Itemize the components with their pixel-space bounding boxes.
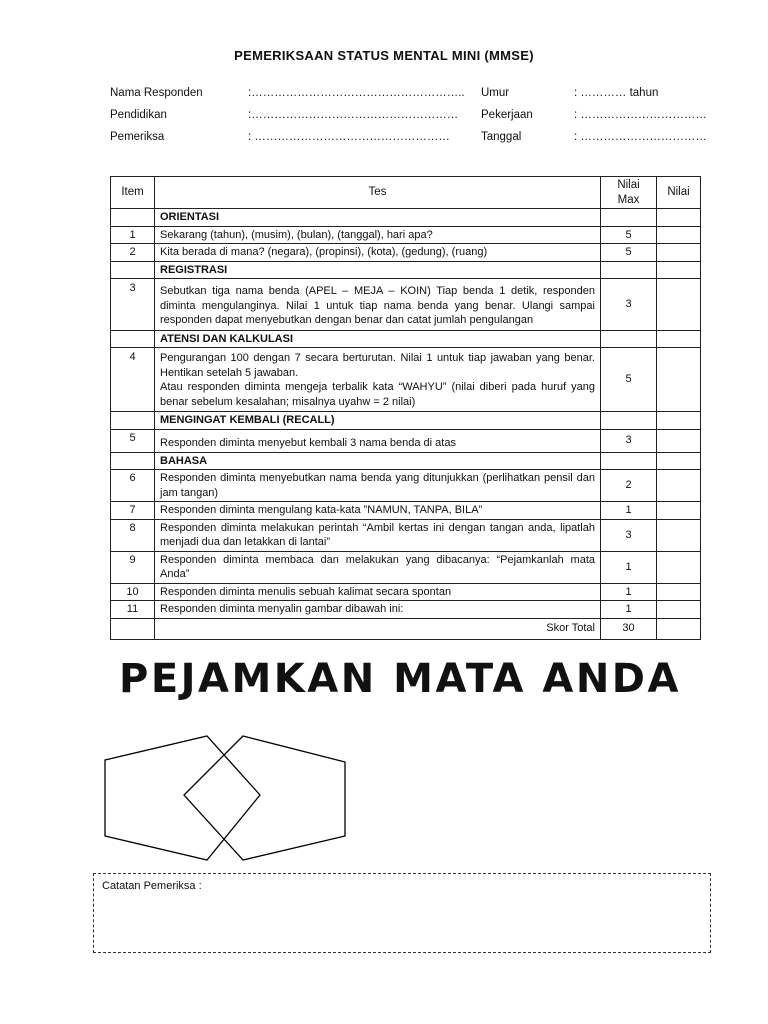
pemeriksa-label: Pemeriksa [110,131,165,143]
pendidikan-label: Pendidikan [110,109,167,121]
test-description: Kita berada di mana? (negara), (propinsi), (kota), (gedung), (ruang) [155,244,601,262]
section-row [111,330,701,348]
item-number: 11 [111,601,155,619]
max-score: 1 [601,502,657,520]
max-score: 3 [601,519,657,551]
table-header-row [111,177,701,209]
total-max-score: 30 [601,618,657,639]
item-number: 4 [111,348,155,412]
score-cell[interactable] [657,470,701,502]
table-row [111,348,701,412]
max-score: 1 [601,601,657,619]
section-row [111,452,701,470]
score-cell[interactable] [657,429,701,452]
score-cell[interactable] [657,601,701,619]
notes-label: Catatan Pemeriksa : [102,880,202,892]
max-score: 1 [601,583,657,601]
total-label: Skor Total [155,618,601,639]
pekerjaan-label: Pekerjaan [481,109,533,121]
umur-field[interactable]: : ………… tahun [574,87,659,99]
test-description-part1: Pengurangan 100 dengan 7 secara berturutan. Nilai 1 untuk tiap jawaban yang benar. Hentikan setelah 5 jawaban. [160,352,595,379]
item-number: 7 [111,502,155,520]
table-row [111,244,701,262]
test-description: Responden diminta menyebutkan nama benda yang ditunjukkan (perlihatkan pensil dan jam tangan) [155,470,601,502]
test-description: Responden diminta menyebut kembali 3 nama benda di atas [155,429,601,452]
test-description: Responden diminta menulis sebuah kalimat secara spontan [155,583,601,601]
pekerjaan-field[interactable]: : …………………………… [574,109,707,121]
score-cell[interactable] [657,226,701,244]
nama-label: Nama Responden [110,87,203,99]
item-number: 9 [111,551,155,583]
test-description: Responden diminta mengulang kata-kata ”NAMUN, TANPA, BILA” [155,502,601,520]
header-tes: Tes [155,177,601,209]
section-atensi: ATENSI DAN KALKULASI [155,330,601,348]
page-title: PEMERIKSAAN STATUS MENTAL MINI (MMSE) [234,48,534,63]
table-row [111,429,701,452]
score-cell[interactable] [657,244,701,262]
instruction-text: PEJAMKAN MATA ANDA [119,656,681,702]
intersecting-pentagons-figure [100,732,350,869]
item-number: 8 [111,519,155,551]
item-number: 5 [111,429,155,452]
test-description: Responden diminta membaca dan melakukan yang dibacanya: “Pejamkanlah mata Anda” [155,551,601,583]
mmse-table [110,176,701,640]
pendidikan-field[interactable]: :……………………………………………… [248,109,459,121]
max-score: 5 [601,244,657,262]
max-score: 3 [601,279,657,331]
item-number: 2 [111,244,155,262]
score-cell[interactable] [657,348,701,412]
test-description [155,348,601,412]
max-score: 2 [601,470,657,502]
nama-field[interactable]: :……………………………………………….. [248,87,465,99]
header-item: Item [111,177,155,209]
test-description: Responden diminta menyalin gambar dibawah ini: [155,601,601,619]
score-cell[interactable] [657,583,701,601]
table-row [111,583,701,601]
header-nilai: Nilai [657,177,701,209]
section-row [111,412,701,430]
pentagons-drawing [100,732,350,864]
test-description: Sebutkan tiga nama benda (APEL – MEJA – KOIN) Tiap benda 1 detik, responden diminta mengulanginya. Nilai 1 untuk tiap nama benda yang benar. Ulangi sampai responden dapat menyebutkan dengan benar dan catat jumlah pengulangan [155,279,601,331]
item-number: 6 [111,470,155,502]
section-recall: MENGINGAT KEMBALI (RECALL) [155,412,601,430]
total-row [111,618,701,639]
score-cell[interactable] [657,519,701,551]
left-pentagon [105,736,260,860]
score-cell[interactable] [657,279,701,331]
section-registrasi: REGISTRASI [155,261,601,279]
table-row [111,601,701,619]
score-cell[interactable] [657,551,701,583]
section-row [111,261,701,279]
score-cell[interactable] [657,502,701,520]
table-row [111,226,701,244]
pemeriksa-field[interactable]: : …………………………………………… [248,131,450,143]
test-description-part2: Atau responden diminta mengeja terbalik kata “WAHYU” (nilai diberi pada huruf yang benar sebelum kesalahan; misalnya uyahw = 2 nilai) [160,381,595,408]
tanggal-field[interactable]: : …………………………… [574,131,707,143]
table-row [111,551,701,583]
section-row [111,209,701,227]
max-score: 1 [601,551,657,583]
item-number: 10 [111,583,155,601]
max-score: 5 [601,226,657,244]
umur-label: Umur [481,87,510,99]
header-nilai-max: Nilai Max [601,177,657,209]
total-score-cell[interactable] [657,618,701,639]
table-row [111,470,701,502]
table-row [111,279,701,331]
tanggal-label: Tanggal [481,131,522,143]
section-bahasa: BAHASA [155,452,601,470]
max-score: 5 [601,348,657,412]
table-row [111,519,701,551]
max-score: 3 [601,429,657,452]
test-description: Sekarang (tahun), (musim), (bulan), (tanggal), hari apa? [155,226,601,244]
test-description: Responden diminta melakukan perintah “Ambil kertas ini dengan tangan anda, lipatlah menjadi dua dan letakkan di lantai” [155,519,601,551]
examiner-notes-box[interactable] [93,873,711,953]
item-number: 1 [111,226,155,244]
table-row [111,502,701,520]
item-number: 3 [111,279,155,331]
section-orientasi: ORIENTASI [155,209,601,227]
right-pentagon [184,736,345,860]
